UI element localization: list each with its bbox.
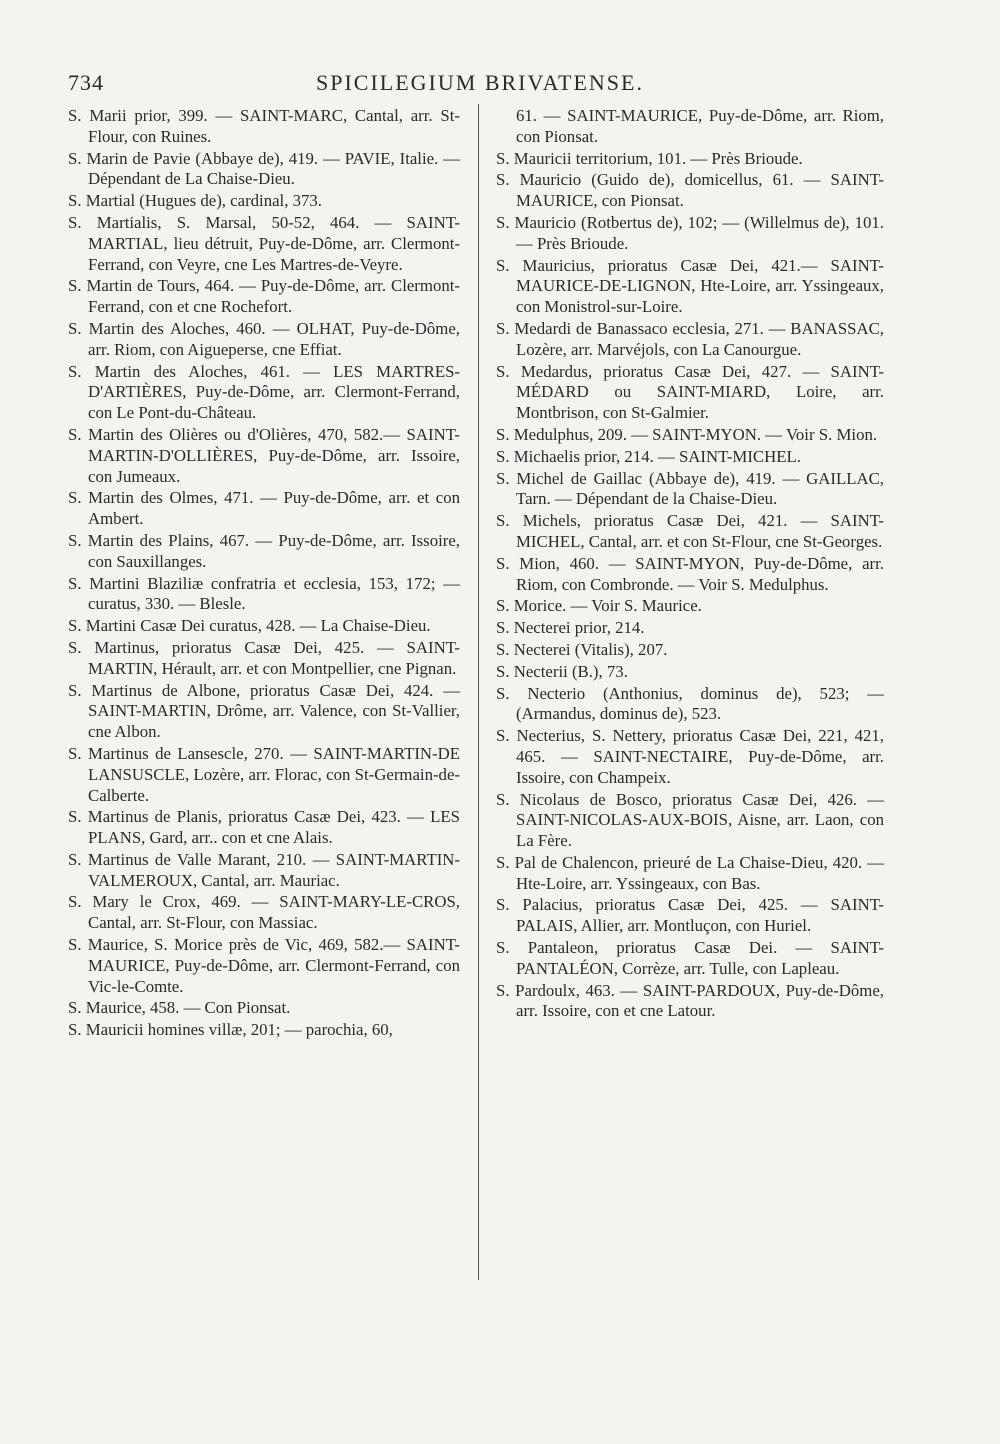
index-entry: S. Pal de Chalencon, prieuré de La Chaise-Dieu, 420. — Hte-Loire, arr. Yssingeaux, con Bas. [496, 852, 884, 893]
index-entry: S. Martialis, S. Marsal, 50-52, 464. — SAINT-MARTIAL, lieu détruit, Puy-de-Dôme, arr. Clermont-Ferrand, con Veyre, cne Les Martres-de-Veyre. [68, 212, 460, 274]
index-column-right [496, 106, 884, 1023]
index-entry: S. Mauricii territorium, 101. — Près Brioude. [496, 148, 803, 168]
index-entry: 61. — SAINT-MAURICE, Puy-de-Dôme, arr. Riom, con Pionsat. [516, 106, 884, 146]
index-entry: S. Necterei prior, 214. [496, 618, 645, 638]
index-entry: S. Mauricius, prioratus Casæ Dei, 421.— SAINT-MAURICE-DE-LIGNON, Hte-Loire, arr. Yssingeaux, con Monistrol-sur-Loire. [496, 255, 884, 317]
index-entry: S. Nicolaus de Bosco, prioratus Casæ Dei, 426. — SAINT-NICOLAS-AUX-BOIS, Aisne, arr. Laon, con La Fère. [496, 789, 884, 851]
index-entry: S. Martinus de Albone, prioratus Casæ Dei, 424. — SAINT-MARTIN, Drôme, arr. Valence, con St-Vallier, cne Albon. [68, 680, 460, 742]
index-entry: S. Michels, prioratus Casæ Dei, 421. — SAINT-MICHEL, Cantal, arr. et con St-Flour, cne St-Georges. [496, 511, 884, 551]
index-column-left [68, 106, 460, 1042]
index-entry: S. Martin de Tours, 464. — Puy-de-Dôme, arr. Clermont-Ferrand, con et cne Rochefort. [68, 276, 460, 317]
index-entry: S. Martinus, prioratus Casæ Dei, 425. — SAINT-MARTIN, Hérault, arr. et con Montpellier, cne Pignan. [68, 637, 460, 678]
index-entry: S. Medardi de Banassaco ecclesia, 271. — BANASSAC, Lozère, arr. Marvéjols, con La Canourgue. [496, 318, 884, 359]
index-entry: S. Mauricii homines villæ, 201; — parochia, 60, [68, 1020, 393, 1040]
index-entry: S. Necterius, S. Nettery, prioratus Casæ Dei, 221, 421, 465. — SAINT-NECTAIRE, Puy-de-Dôme, arr. Issoire, con Champeix. [496, 726, 884, 787]
index-entry: S. Mauricio (Guido de), domicellus, 61. — SAINT-MAURICE, con Pionsat. [496, 170, 884, 211]
index-entry: S. Medardus, prioratus Casæ Dei, 427. — SAINT-MÉDARD ou SAINT-MIARD, Loire, arr. Montbrison, con St-Galmier. [496, 361, 884, 423]
index-entry: S. Michel de Gaillac (Abbaye de), 419. — GAILLAC, Tarn. — Dépendant de la Chaise-Dieu. [496, 468, 884, 509]
index-entry: S. Maurice, S. Morice près de Vic, 469, 582.— SAINT-MAURICE, Puy-de-Dôme, arr. Clermont-Ferrand, con Vic-le-Comte. [68, 935, 460, 996]
index-entry: S. Martin des Olmes, 471. — Puy-de-Dôme, arr. et con Ambert. [68, 488, 460, 529]
index-entry: S. Michaelis prior, 214. — SAINT-MICHEL. [496, 446, 801, 466]
index-entry: S. Pardoulx, 463. — SAINT-PARDOUX, Puy-de-Dôme, arr. Issoire, con et cne Latour. [496, 980, 884, 1021]
index-entry: S. Necterio (Anthonius, dominus de), 523; — (Armandus, dominus de), 523. [496, 683, 884, 724]
index-entry: S. Necterii (B.), 73. [496, 661, 628, 681]
index-entry: S. Martini Casæ Dei curatus, 428. — La Chaise-Dieu. [68, 616, 431, 636]
index-entry: S. Martin des Olières ou d'Olières, 470, 582.— SAINT-MARTIN-D'OLLIÈRES, Puy-de-Dôme, arr. Issoire, con Jumeaux. [68, 424, 460, 486]
index-entry: S. Marin de Pavie (Abbaye de), 419. — PAVIE, Italie. — Dépendant de La Chaise-Dieu. [68, 148, 460, 189]
index-entry: S. Martinus de Lansescle, 270. — SAINT-MARTIN-DE LANSUSCLE, Lozère, arr. Florac, con St-Germain-de-Calberte. [68, 743, 460, 805]
index-entry: S. Necterei (Vitalis), 207. [496, 639, 668, 659]
running-title: SPICILEGIUM BRIVATENSE. [316, 70, 644, 95]
index-entry: S. Medulphus, 209. — SAINT-MYON. — Voir S. Mion. [496, 424, 878, 444]
index-entry: S. Martin des Plains, 467. — Puy-de-Dôme, arr. Issoire, con Sauxillanges. [68, 530, 460, 571]
index-entry: S. Martinus de Planis, prioratus Casæ Dei, 423. — LES PLANS, Gard, arr.. con et cne Alais. [68, 807, 460, 848]
index-entry: S. Mary le Crox, 469. — SAINT-MARY-LE-CROS, Cantal, arr. St-Flour, con Massiac. [68, 892, 460, 933]
page-number: 734 [68, 70, 104, 95]
index-entry: S. Palacius, prioratus Casæ Dei, 425. — SAINT-PALAIS, Allier, arr. Montluçon, con Huriel. [496, 895, 884, 936]
index-entry: S. Martinus de Valle Marant, 210. — SAINT-MARTIN-VALMEROUX, Cantal, arr. Mauriac. [68, 849, 460, 890]
index-entry: S. Martini Blaziliæ confratria et ecclesia, 153, 172; — curatus, 330. — Blesle. [68, 573, 460, 614]
index-entry: S. Marii prior, 399. — SAINT-MARC, Cantal, arr. St-Flour, con Ruines. [68, 106, 460, 146]
index-entry: S. Martin des Aloches, 461. — LES MARTRES-D'ARTIÈRES, Puy-de-Dôme, arr. Clermont-Ferrand, con Le Pont-du-Château. [68, 361, 460, 423]
column-divider [478, 104, 479, 1280]
index-entry: S. Martial (Hugues de), cardinal, 373. [68, 191, 322, 211]
index-entry: S. Mauricio (Rotbertus de), 102; — (Willelmus de), 101. — Près Brioude. [496, 212, 884, 253]
index-entry: S. Morice. — Voir S. Maurice. [496, 596, 702, 616]
index-entry: S. Maurice, 458. — Con Pionsat. [68, 998, 291, 1018]
index-entry: S. Martin des Aloches, 460. — OLHAT, Puy-de-Dôme, arr. Riom, con Aigueperse, cne Effiat. [68, 318, 460, 359]
index-entry: S. Mion, 460. — SAINT-MYON, Puy-de-Dôme, arr. Riom, con Combronde. — Voir S. Medulphus. [496, 553, 884, 594]
index-entry: S. Pantaleon, prioratus Casæ Dei. — SAINT-PANTALÉON, Corrèze, arr. Tulle, con Lapleau. [496, 938, 884, 978]
